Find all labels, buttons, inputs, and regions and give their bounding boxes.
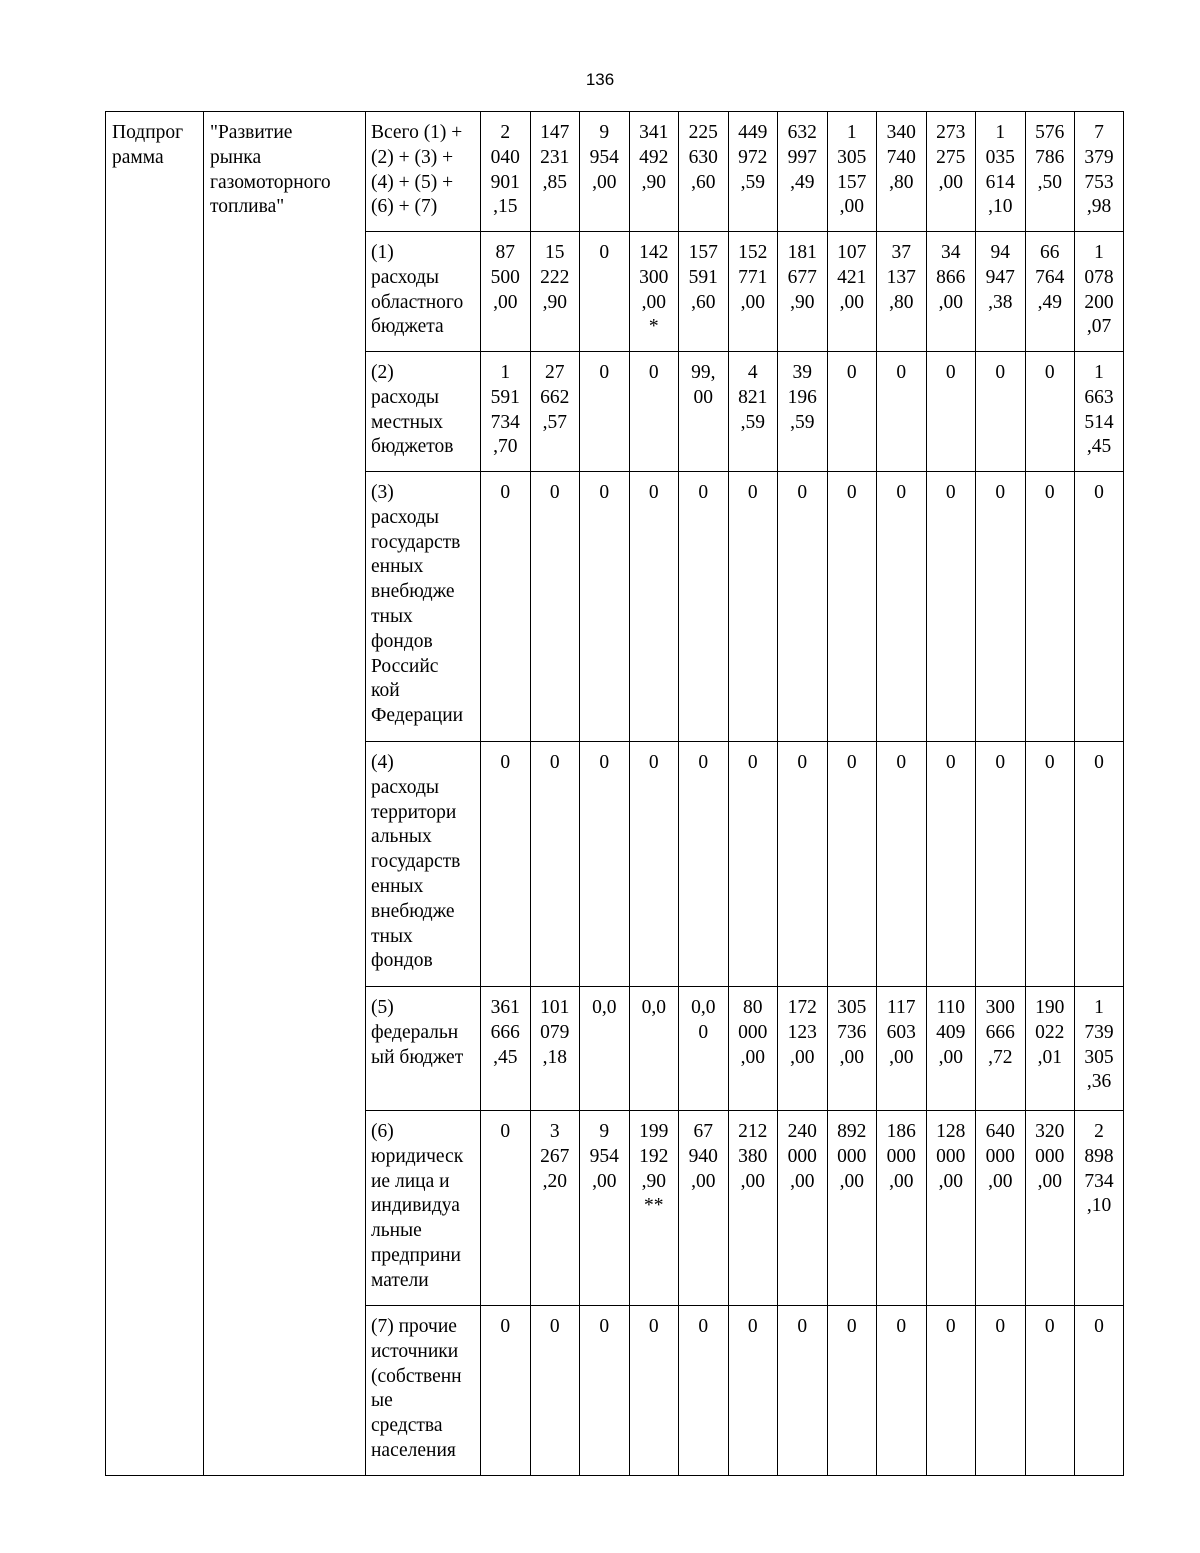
value-cell: 190 022 ,01 xyxy=(1025,987,1075,1111)
value-cell: 0 xyxy=(926,1306,976,1476)
value-cell: 341 492 ,90 xyxy=(629,112,679,232)
funding-table xyxy=(105,111,1124,1476)
funding-source-cell: (6) юридическ ие лица и индивидуа льные предприни матели xyxy=(366,1111,481,1306)
value-cell: 0 xyxy=(629,1306,679,1476)
value-cell: 0 xyxy=(728,742,778,987)
value-cell: 0 xyxy=(679,1306,729,1476)
value-cell: 0 xyxy=(877,1306,927,1476)
value-cell: 0 xyxy=(580,232,630,352)
value-cell: 0 xyxy=(778,1306,828,1476)
value-cell: 0 xyxy=(827,472,877,742)
subprogram-type-cell: Подпрог рамма xyxy=(106,112,204,1476)
value-cell: 110 409 ,00 xyxy=(926,987,976,1111)
value-cell: 0 xyxy=(728,1306,778,1476)
value-cell: 0 xyxy=(1025,352,1075,472)
value-cell: 0 xyxy=(580,472,630,742)
value-cell: 94 947 ,38 xyxy=(976,232,1026,352)
value-cell: 2 040 901 ,15 xyxy=(481,112,531,232)
value-cell: 0 xyxy=(1025,1306,1075,1476)
value-cell: 66 764 ,49 xyxy=(1025,232,1075,352)
value-cell: 1 078 200 ,07 xyxy=(1075,232,1124,352)
value-cell: 0 xyxy=(530,742,580,987)
value-cell: 640 000 ,00 xyxy=(976,1111,1026,1306)
value-cell: 199 192 ,90 ** xyxy=(629,1111,679,1306)
value-cell: 2 898 734 ,10 xyxy=(1075,1111,1124,1306)
value-cell: 147 231 ,85 xyxy=(530,112,580,232)
value-cell: 576 786 ,50 xyxy=(1025,112,1075,232)
funding-source-cell: (7) прочие источники (собственн ые средства населения xyxy=(366,1306,481,1476)
page-number: 136 xyxy=(585,70,615,89)
value-cell: 0 xyxy=(1025,472,1075,742)
value-cell: 0 xyxy=(1075,742,1124,987)
value-cell: 152 771 ,00 xyxy=(728,232,778,352)
value-cell: 1 305 157 ,00 xyxy=(827,112,877,232)
value-cell: 0 xyxy=(976,352,1026,472)
value-cell: 892 000 ,00 xyxy=(827,1111,877,1306)
value-cell: 99, 00 xyxy=(679,352,729,472)
funding-source-cell: Всего (1) + (2) + (3) + (4) + (5) + (6) + (7) xyxy=(366,112,481,232)
funding-source-cell: (2) расходы местных бюджетов xyxy=(366,352,481,472)
value-cell: 101 079 ,18 xyxy=(530,987,580,1111)
value-cell: 0 xyxy=(1075,1306,1124,1476)
value-cell: 0 xyxy=(976,1306,1026,1476)
value-cell: 9 954 ,00 xyxy=(580,1111,630,1306)
value-cell: 0 xyxy=(926,742,976,987)
value-cell: 0 xyxy=(1025,742,1075,987)
funding-source-cell: (4) расходы территори альных государств енных внебюдже тных фондов xyxy=(366,742,481,987)
value-cell: 157 591 ,60 xyxy=(679,232,729,352)
value-cell: 9 954 ,00 xyxy=(580,112,630,232)
value-cell: 1 591 734 ,70 xyxy=(481,352,531,472)
value-cell: 172 123 ,00 xyxy=(778,987,828,1111)
value-cell: 0 xyxy=(580,1306,630,1476)
value-cell: 87 500 ,00 xyxy=(481,232,531,352)
value-cell: 0 xyxy=(530,1306,580,1476)
value-cell: 0 xyxy=(679,472,729,742)
value-cell: 27 662 ,57 xyxy=(530,352,580,472)
value-cell: 240 000 ,00 xyxy=(778,1111,828,1306)
funding-source-cell: (3) расходы государств енных внебюдже тных фондов Российс кой Федерации xyxy=(366,472,481,742)
value-cell: 0,0 0 xyxy=(679,987,729,1111)
value-cell: 0 xyxy=(580,742,630,987)
value-cell: 0 xyxy=(976,742,1026,987)
value-cell: 4 821 ,59 xyxy=(728,352,778,472)
value-cell: 0 xyxy=(629,352,679,472)
value-cell: 0 xyxy=(827,742,877,987)
value-cell: 0 xyxy=(629,742,679,987)
value-cell: 0 xyxy=(481,1306,531,1476)
value-cell: 186 000 ,00 xyxy=(877,1111,927,1306)
value-cell: 0 xyxy=(926,352,976,472)
value-cell: 0 xyxy=(629,472,679,742)
value-cell: 320 000 ,00 xyxy=(1025,1111,1075,1306)
value-cell: 361 666 ,45 xyxy=(481,987,531,1111)
table-row xyxy=(106,112,1124,232)
subprogram-name-cell: "Развитие рынка газомоторного топлива" xyxy=(204,112,366,1476)
value-cell: 7 379 753 ,98 xyxy=(1075,112,1124,232)
value-cell: 3 267 ,20 xyxy=(530,1111,580,1306)
funding-source-cell: (5) федеральн ый бюджет xyxy=(366,987,481,1111)
value-cell: 107 421 ,00 xyxy=(827,232,877,352)
value-cell: 300 666 ,72 xyxy=(976,987,1026,1111)
value-cell: 0 xyxy=(1075,472,1124,742)
value-cell: 117 603 ,00 xyxy=(877,987,927,1111)
value-cell: 1 035 614 ,10 xyxy=(976,112,1026,232)
value-cell: 0 xyxy=(778,472,828,742)
value-cell: 225 630 ,60 xyxy=(679,112,729,232)
value-cell: 1 663 514 ,45 xyxy=(1075,352,1124,472)
value-cell: 0 xyxy=(926,472,976,742)
value-cell: 37 137 ,80 xyxy=(877,232,927,352)
value-cell: 0 xyxy=(481,1111,531,1306)
value-cell: 449 972 ,59 xyxy=(728,112,778,232)
value-cell: 0 xyxy=(679,742,729,987)
value-cell: 181 677 ,90 xyxy=(778,232,828,352)
value-cell: 39 196 ,59 xyxy=(778,352,828,472)
funding-source-cell: (1) расходы областного бюджета xyxy=(366,232,481,352)
value-cell: 0 xyxy=(877,472,927,742)
value-cell: 67 940 ,00 xyxy=(679,1111,729,1306)
value-cell: 0 xyxy=(481,472,531,742)
value-cell: 34 866 ,00 xyxy=(926,232,976,352)
value-cell: 80 000 ,00 xyxy=(728,987,778,1111)
value-cell: 128 000 ,00 xyxy=(926,1111,976,1306)
value-cell: 0,0 xyxy=(629,987,679,1111)
value-cell: 305 736 ,00 xyxy=(827,987,877,1111)
value-cell: 0 xyxy=(728,472,778,742)
value-cell: 1 739 305 ,36 xyxy=(1075,987,1124,1111)
value-cell: 632 997 ,49 xyxy=(778,112,828,232)
value-cell: 0 xyxy=(827,1306,877,1476)
value-cell: 0 xyxy=(580,352,630,472)
value-cell: 0,0 xyxy=(580,987,630,1111)
value-cell: 142 300 ,00 * xyxy=(629,232,679,352)
value-cell: 340 740 ,80 xyxy=(877,112,927,232)
value-cell: 0 xyxy=(778,742,828,987)
value-cell: 15 222 ,90 xyxy=(530,232,580,352)
value-cell: 0 xyxy=(481,742,531,987)
value-cell: 0 xyxy=(530,472,580,742)
value-cell: 273 275 ,00 xyxy=(926,112,976,232)
value-cell: 212 380 ,00 xyxy=(728,1111,778,1306)
table-body xyxy=(106,112,1124,1476)
value-cell: 0 xyxy=(827,352,877,472)
value-cell: 0 xyxy=(877,352,927,472)
value-cell: 0 xyxy=(976,472,1026,742)
value-cell: 0 xyxy=(877,742,927,987)
